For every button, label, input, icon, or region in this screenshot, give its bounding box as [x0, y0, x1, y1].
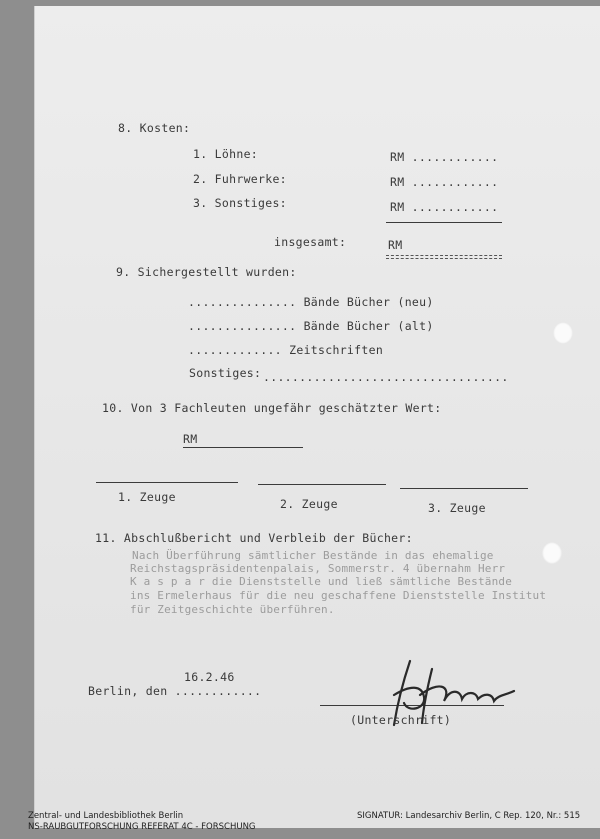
witness-1-label: 1. Zeuge — [118, 490, 176, 504]
witness-1-line — [96, 482, 238, 483]
section-8-heading: 8. Kosten: — [118, 121, 191, 135]
report-line-3: K a s p a r die Dienststelle und ließ sämtliche Bestände — [130, 575, 513, 588]
total-double-line — [386, 255, 502, 256]
footer-department: NS-RAUBGUTFORSCHUNG REFERAT 4C - FORSCHUNG — [28, 822, 256, 832]
report-line-1: Nach Überführung sämtlicher Bestände in das ehemalige — [132, 549, 494, 562]
punch-hole-bottom — [542, 542, 562, 564]
signature-caption: (Unterschrift) — [350, 713, 452, 727]
cost-other-label: 3. Sonstiges: — [193, 196, 287, 210]
cost-transport-value: RM ............ — [390, 175, 499, 189]
footer-signature-ref: SIGNATUR: Landesarchiv Berlin, C Rep. 120, Nr.: 515 — [357, 811, 581, 821]
cost-total-value: RM — [388, 238, 403, 252]
witness-2-line — [258, 484, 386, 485]
total-double-line-2 — [386, 258, 502, 259]
report-line-5: für Zeitgeschichte überführen. — [130, 603, 335, 616]
witness-3-label: 3. Zeuge — [428, 501, 486, 515]
estimated-value: RM — [183, 432, 198, 446]
periodicals-line: ............. Zeitschriften — [188, 343, 384, 357]
place-and-date: Berlin, den ............ — [88, 684, 262, 698]
witness-2-label: 2. Zeuge — [280, 497, 338, 511]
estimated-value-line — [183, 447, 303, 448]
witness-3-line — [400, 488, 528, 489]
section-11-heading: 11. Abschlußbericht und Verbleib der Bücher: — [95, 531, 413, 545]
other-items-label: Sonstiges: — [189, 366, 262, 380]
report-line-4: ins Ermelerhaus für die neu geschaffene Dienststelle Institut — [130, 589, 547, 602]
date-value: 16.2.46 — [184, 670, 235, 684]
cost-wages-value: RM ............ — [390, 150, 499, 164]
cost-wages-label: 1. Löhne: — [193, 147, 259, 161]
cost-total-label: insgesamt: — [274, 235, 347, 249]
other-items-value: .................................. — [263, 370, 509, 384]
report-line-2: Reichstagspräsidentenpalais, Sommerstr. 4 übernahm Herr — [130, 562, 506, 575]
footer-institution: Zentral- und Landesbibliothek Berlin — [28, 811, 184, 821]
books-old-line: ............... Bände Bücher (alt) — [188, 319, 434, 333]
punch-hole-top — [553, 322, 573, 344]
section-9-heading: 9. Sichergestellt wurden: — [116, 265, 297, 279]
cost-transport-label: 2. Fuhrwerke: — [193, 172, 287, 186]
cost-other-value: RM ............ — [390, 200, 499, 214]
books-new-line: ............... Bände Bücher (neu) — [188, 295, 434, 309]
section-10-heading: 10. Von 3 Fachleuten ungefähr geschätzter Wert: — [102, 401, 442, 415]
sum-line — [386, 222, 502, 223]
